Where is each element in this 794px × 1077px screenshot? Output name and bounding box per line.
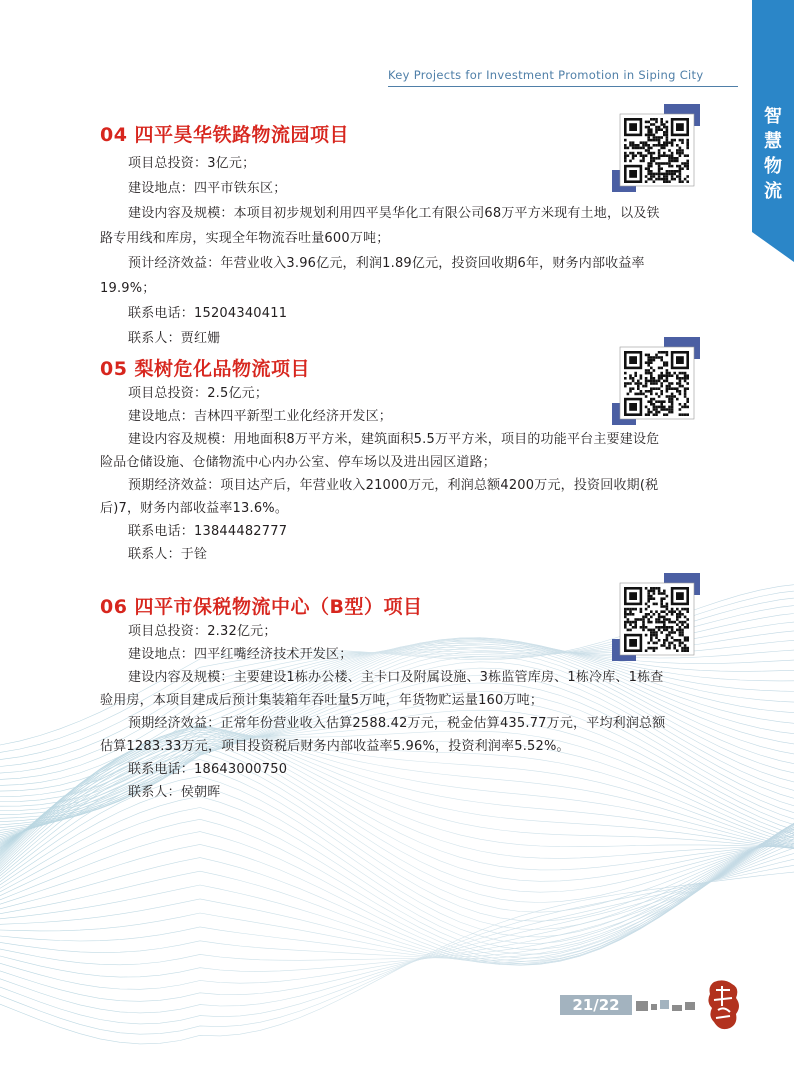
header-rule: [388, 86, 738, 87]
project-line: 建设地点：吉林四平新型工业化经济开发区；: [128, 409, 393, 424]
project-line: 险品仓储设施、仓储物流中心内办公室、停车场以及进出园区道路；: [100, 455, 497, 470]
qr-code-project-04: [612, 104, 700, 192]
project-title: 05 梨树危化品物流项目: [100, 358, 311, 380]
side-tab-char: 流: [764, 181, 782, 202]
project-line: 项目总投资：3亿元；: [128, 156, 256, 171]
project-line: 联系电话：13844482777: [128, 524, 288, 539]
wave-line: [0, 809, 794, 996]
project-line: 联系电话：18643000750: [128, 762, 288, 777]
project-line: 预计经济效益：年营业收入3.96亿元，利润1.89亿元，投资回收期6年，财务内部收益率: [128, 256, 645, 271]
side-tab-char: 慧: [764, 131, 782, 152]
project-title: 06 四平市保税物流中心（B型）项目: [100, 596, 423, 618]
side-tab-char: 智: [764, 106, 782, 127]
qr-code-project-06: [612, 573, 700, 661]
project-line: 验用房，本项目建成后预计集装箱年吞吐量5万吨，年货物贮运量160万吨；: [100, 693, 544, 708]
project-line: 建设地点：四平市铁东区；: [128, 181, 287, 196]
project-line: 预期经济效益：正常年份营业收入估算2588.42万元，税金估算435.77万元，平均利润总额: [128, 716, 666, 731]
project-line: 联系电话：15204340411: [128, 306, 288, 321]
wave-line: [0, 854, 794, 1048]
project-line: 联系人：贾红姗: [128, 331, 221, 346]
project-title: 04 四平昊华铁路物流园项目: [100, 124, 350, 146]
project-line: 项目总投资：2.5亿元；: [128, 386, 269, 401]
project-line: 建设地点：四平红嘴经济技术开发区；: [128, 647, 353, 662]
project-line: 预期经济效益：项目达产后，年营业收入21000万元，利润总额4200万元，投资回收期(税: [128, 478, 659, 493]
wave-line: [0, 813, 794, 1013]
wave-line: [0, 816, 794, 1017]
project-line: 后)7，财务内部收益率13.6%。: [100, 501, 289, 516]
project-line: 建设内容及规模：主要建设1栋办公楼、主卡口及附属设施、3栋监管库房、1栋冷库、1栋查: [128, 670, 664, 685]
project-line: 建设内容及规模：本项目初步规划利用四平昊华化工有限公司68万平方米现有土地，以及铁: [128, 206, 660, 221]
wave-line: [0, 811, 794, 1008]
project-line: 项目总投资：2.32亿元；: [128, 624, 277, 639]
seal-logo: [700, 976, 744, 1036]
wave-line: [0, 810, 794, 987]
wave-line: [0, 726, 794, 923]
project-line: 联系人：侯朝晖: [128, 785, 221, 800]
running-header-title: Key Projects for Investment Promotion in Siping City: [388, 68, 704, 82]
page-number: 21/22: [560, 995, 632, 1015]
side-tab-text: [752, 104, 794, 204]
wave-line: [0, 728, 794, 901]
section-side-tab: [752, 0, 794, 262]
project-line: 路专用线和库房，实现全年物流吞吐量600万吨；: [100, 231, 390, 246]
wave-line: [0, 797, 794, 975]
project-line: 估算1283.33万元，项目投资税后财务内部收益率5.96%，投资利润率5.52%。: [100, 739, 570, 754]
project-line: 建设内容及规模：用地面积8万平方米，建筑面积5.5万平方米，项目的功能平台主要建设危: [128, 432, 660, 447]
qr-code-project-05: [612, 337, 700, 425]
side-tab-char: 物: [764, 156, 782, 177]
wave-line: [0, 819, 794, 1021]
project-line: 19.9%；: [100, 281, 156, 296]
wave-line: [0, 862, 794, 1052]
footer-decorative-blocks: [634, 996, 698, 1016]
project-line: 联系人：于铨: [128, 547, 208, 562]
